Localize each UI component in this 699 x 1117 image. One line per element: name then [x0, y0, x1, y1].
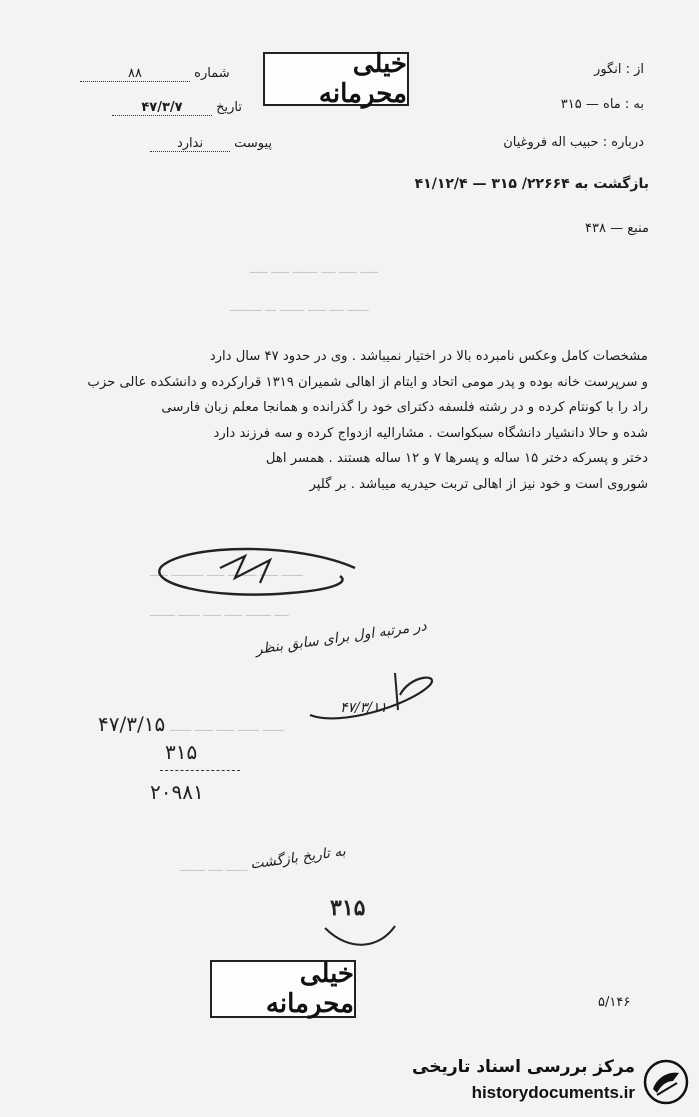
- attachment-label: پیوست: [234, 136, 273, 151]
- body-line: و سرپرست خانه بوده و پدر مومی اتحاد و ایتام از اهالی شمیران ۱۳۱۹ قرارکرده و دانشکده عالی حزب: [87, 374, 648, 390]
- bleed-through-3: ــــــ ـــــ ــــــــ ـــــ ـــــــــ ـــــ: [150, 565, 303, 579]
- number-line: [80, 66, 230, 82]
- about-line: [503, 135, 644, 150]
- bleed-through-1: ـــــ ـــــ ــــ ـــــــ ـــــ ـــــ: [250, 262, 379, 276]
- handwritten-number-2: ۲۰۹۸۱: [150, 780, 204, 804]
- lower-scribble: [320, 918, 400, 958]
- bleed-through-5: ــــــ ــــــ ـــــ ـــــ ــــــ: [170, 720, 284, 734]
- footer-watermark: [410, 1053, 695, 1113]
- number-label: شماره: [194, 66, 230, 81]
- about-value: حبیب اله فروغیان: [503, 135, 599, 150]
- initials-date: ۴۷/۳/۱۱: [340, 700, 388, 716]
- classification-stamp-bottom: خیلی محرمانه: [210, 960, 356, 1018]
- reference-line: بازگشت به ۲۲۶۶۴/ ۳۱۵ — ۴۱/۱۲/۴: [414, 176, 649, 192]
- attachment-line: [150, 136, 272, 152]
- date-value: ۴۷/۳/۷: [112, 100, 212, 116]
- handwritten-note-lower: به تاریخ بازگشت: [249, 843, 347, 873]
- source-line: منبع — ۴۳۸: [585, 221, 649, 236]
- date-label: تاریخ: [216, 100, 243, 115]
- footer-title: مرکز بررسی اسناد تاریخی: [412, 1057, 635, 1077]
- about-label: درباره :: [602, 135, 644, 150]
- bleed-through-4: ــــ ـــــــ ـــــ ـــــ ــــــ ـــــــ: [150, 605, 289, 619]
- body-line: شوروی است و خود نیز از اهالی تربت حیدریه میباشد . بر گلپر: [309, 476, 648, 492]
- bleed-through-6: ــــــ ــــ ـــــــ: [180, 860, 248, 874]
- classification-stamp-top: خیلی محرمانه: [263, 52, 409, 106]
- attachment-value: ندارد: [150, 136, 230, 152]
- from-line: [594, 62, 644, 77]
- report-body: [68, 344, 648, 497]
- page-number: ۵/۱۴۶: [598, 995, 631, 1010]
- from-label: از :: [625, 62, 644, 77]
- signature-scribble: [150, 538, 370, 608]
- to-line: [561, 97, 644, 112]
- to-label: به :: [624, 97, 644, 112]
- body-line: شده و حالا دانشیار دانشگاه سبکواست . مشارالیه ازدواج کرده و سه فرزند دارد: [213, 425, 648, 441]
- footer-url: historydocuments.ir: [471, 1083, 635, 1102]
- archive-logo-icon: [643, 1059, 689, 1105]
- handwritten-number-1: ۳۱۵: [165, 740, 198, 764]
- date-line: [112, 100, 242, 116]
- to-value: ماه — ۳۱۵: [560, 97, 621, 112]
- handwritten-number-lower: ۳۱۵: [330, 895, 366, 921]
- handwritten-date-left: ۴۷/۳/۱۵: [98, 712, 166, 736]
- body-line: راد را با کونتام کرده و در رشته فلسفه دکترای خود را گذرانده و همانجا معلم زبان فارسی: [161, 400, 648, 415]
- divider: [160, 770, 240, 771]
- handwritten-note-middle: در مرتبه اول برای سابق بنظر: [254, 618, 428, 658]
- body-line: دختر و پسرکه دختر ۱۵ ساله و پسرها ۷ و ۱۲ ساله هستند . همسر اهل: [265, 451, 648, 466]
- bleed-through-2: ــــــ ــــ ـــــ ـــــــ ـــ ـــــــــ: [230, 300, 369, 314]
- body-line: مشخصات کامل وعکس نامبرده بالا در اختیار نمیباشد . وی در حدود ۴۷ سال دارد: [209, 349, 648, 364]
- number-value: ۸۸: [80, 66, 190, 82]
- from-value: انگور: [594, 62, 622, 77]
